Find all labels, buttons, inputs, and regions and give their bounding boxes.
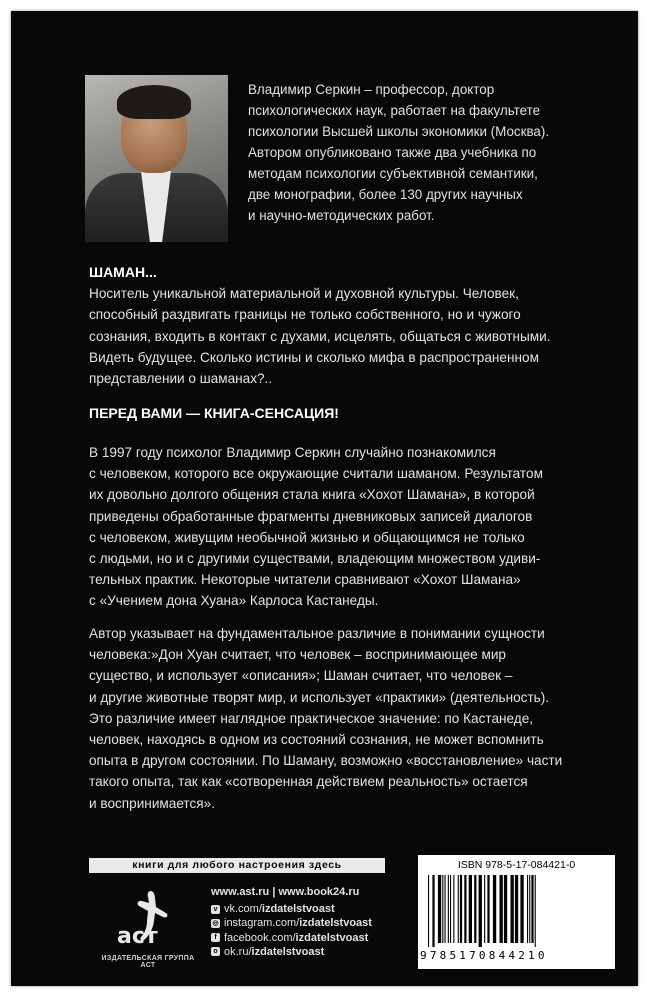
paragraph-line: с человеком, которого все окружающие считали шаманом. Результатом (89, 466, 543, 482)
shaman-line: способный раздвигать границы не только собственного, но и чужого (89, 307, 521, 323)
publisher-name: ИЗДАТЕЛЬСКАЯ ГРУППА АСТ (101, 955, 195, 969)
social-link-handle: izdatelstvoast (251, 945, 325, 958)
author-bio (248, 79, 628, 226)
paragraph-line: с людьми, но и с другими существами, владеющим множеством удиви- (89, 551, 541, 567)
ast-logo-icon (111, 883, 181, 953)
bio-line: и научно-методических работ. (248, 208, 435, 223)
social-link-prefix: facebook.com/ (224, 931, 296, 944)
shaman-line: Видеть будущее. Сколько истины и сколько мифа в распространенном (89, 349, 539, 365)
social-link-instagram[interactable] (211, 916, 372, 930)
instagram-icon: ◎ (212, 920, 219, 927)
shaman-section (89, 262, 629, 389)
bio-line: методам психологии субъективной семантики, (248, 166, 538, 181)
social-link-ok[interactable] (211, 945, 372, 959)
shaman-line: Носитель уникальной материальной и духовной культуры. Человек, (89, 286, 519, 302)
barcode (418, 855, 615, 969)
social-link-prefix: ok.ru/ (224, 945, 252, 958)
paragraph-line: Это различие имеет наглядное практическое значение: по Кастанеде, (89, 710, 534, 726)
social-link-prefix: instagram.com/ (224, 917, 300, 930)
logo-text: аст (117, 924, 158, 949)
bio-line: психологии Высшей школы экономики (Москва). (248, 124, 550, 139)
paragraph-line: и другие животные творят мир, и использует «практики» (деятельность). (89, 689, 550, 705)
shaman-line: представлении о шаманах?.. (89, 371, 273, 387)
slogan-banner: книги для любого настроения здесь (89, 858, 385, 873)
paragraph-difference (89, 623, 629, 814)
paragraph-line: В 1997 году психолог Владимир Серкин случайно познакомился (89, 445, 496, 460)
facebook-icon: f (211, 933, 220, 942)
paragraph-line: с «Учением дона Хуана» Карлоса Кастанеды. (89, 593, 379, 609)
isbn-number: ISBN 978-5-17-084421-0 (457, 859, 576, 871)
shaman-heading: ШАМАН... (89, 264, 157, 280)
bio-line: Автором опубликовано также два учебника по (248, 145, 537, 160)
paragraph-line: приведены обработанные фрагменты дневниковых записей диалогов (89, 508, 533, 524)
social-link-handle: izdatelstvoast (295, 931, 369, 944)
bio-line: две монографии, более 130 других научных (248, 187, 523, 202)
paragraph-line: их довольно долгого общения стала книга «Хохот Шамана», в которой (89, 487, 535, 503)
author-photo (85, 75, 228, 242)
paragraph-line: опыта в другом состоянии. По Шаману, возможно «восстановление» части (89, 753, 563, 769)
social-link-handle: izdatelstvoast (261, 903, 335, 916)
vk-icon: v (211, 905, 220, 914)
paragraph-line: существо, и использует «описания»; Шаман считает, что человек – (89, 668, 513, 684)
barcode-bars (428, 875, 605, 947)
social-link-prefix: vk.com/ (224, 903, 262, 916)
paragraph-line: такого опыта, так как «сотворенная действием реальность» остается (89, 774, 528, 790)
paragraph-line: человек, находясь в одном из состояний сознания, не может вспомнить (89, 732, 544, 748)
ean-digits: 9785170844210 (420, 949, 548, 962)
book-back-cover (11, 11, 638, 986)
publisher-links (211, 885, 372, 959)
paragraph-line: с человеком, живущим необычной жизнью и общающимся не только (89, 529, 525, 545)
social-link-handle: izdatelstvoast (299, 917, 372, 930)
sensation-section (89, 403, 629, 424)
social-link-facebook[interactable] (211, 931, 372, 945)
paragraph-line: тельных практик. Некоторые читатели сравнивают «Хохот Шамана» (89, 572, 521, 588)
ast-logo (111, 883, 181, 953)
bio-line: психологических наук, работает на факультете (248, 103, 541, 118)
bio-line: Владимир Серкин – профессор, доктор (248, 82, 495, 97)
sensation-heading: ПЕРЕД ВАМИ — КНИГА-СЕНСАЦИЯ! (89, 405, 339, 421)
social-link-vk[interactable] (211, 902, 372, 916)
odnoklassniki-icon: o (211, 947, 220, 956)
paragraph-story (89, 442, 629, 612)
shaman-line: сознания, входить в контакт с духами, исцелять, общаться с животными. (89, 328, 551, 344)
paragraph-line: человека:»Дон Хуан считает, что человек – воспринимающее мир (89, 647, 506, 663)
paragraph-line: и воспринимается». (89, 795, 215, 811)
website-links[interactable]: www.ast.ru | www.book24.ru (211, 886, 360, 898)
paragraph-line: Автор указывает на фундаментальное различие в понимании сущности (89, 626, 545, 641)
